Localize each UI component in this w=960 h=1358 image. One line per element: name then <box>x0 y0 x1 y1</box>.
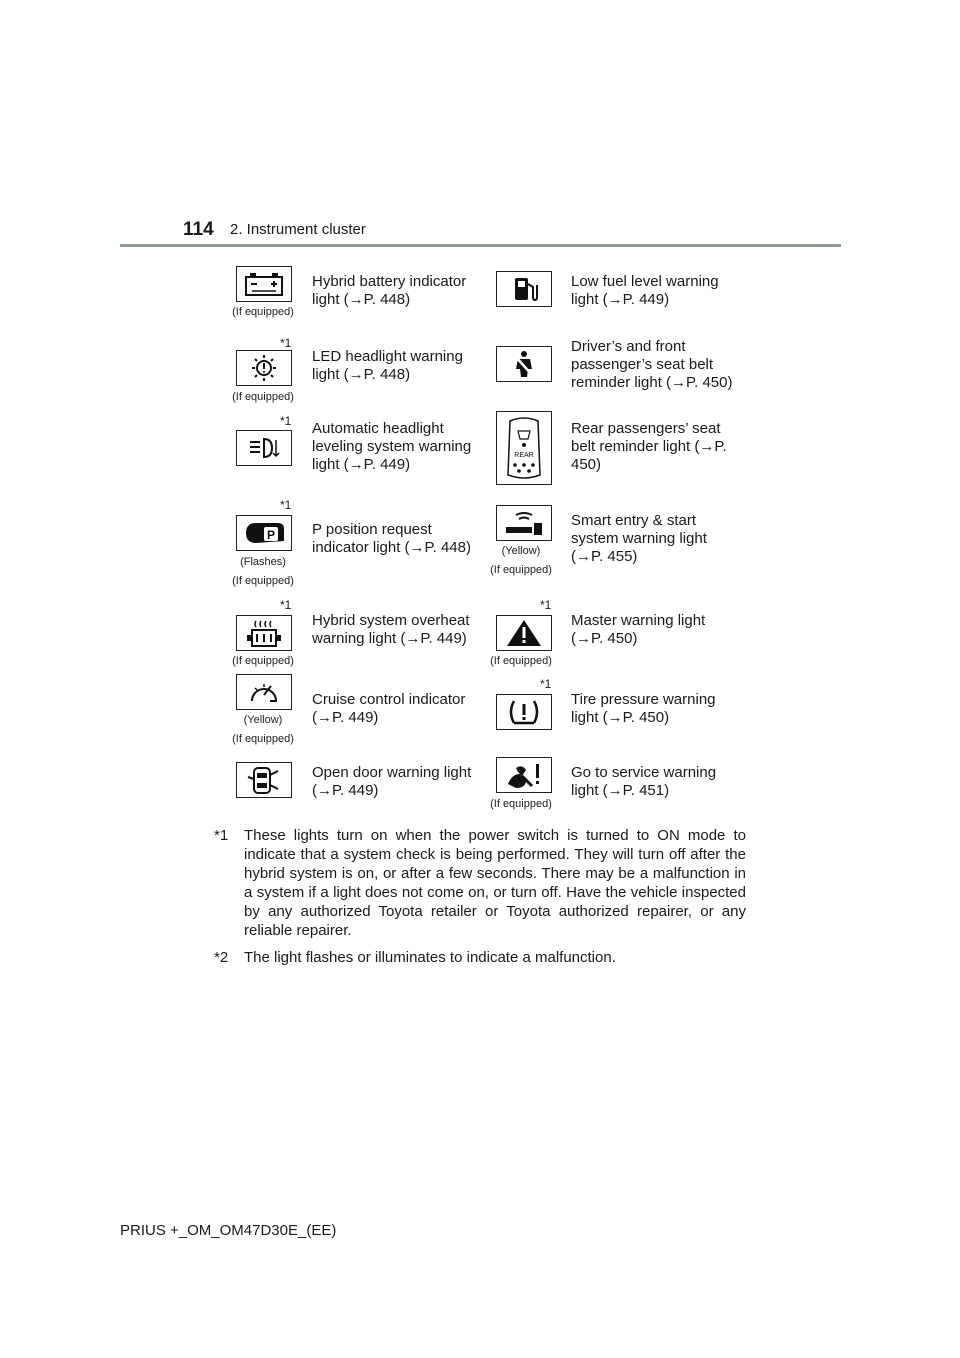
indicator-label: Smart entry & start system warning light (→P. 455) <box>571 512 707 565</box>
svg-text:P: P <box>266 528 276 542</box>
cruise-control-icon <box>236 674 292 710</box>
indicator-label: Cruise control indicator (→P. 449) <box>312 691 466 726</box>
footnote-ref: *1 <box>280 336 292 350</box>
indicator-label: Driver’s and front passenger’s seat belt reminder light (→P. 450) <box>571 338 733 391</box>
master-warning-icon <box>496 615 552 651</box>
note-if-equipped: (If equipped) <box>490 655 552 667</box>
footnote-ref: *1 <box>280 414 292 428</box>
open-door-icon <box>236 762 292 798</box>
tire-pressure-icon <box>496 694 552 730</box>
indicator-label: P position request indicator light (→P. 448) <box>312 521 471 556</box>
footnote-text: The light flashes or illuminates to indicate a malfunction. <box>244 949 616 966</box>
footnote-text: These lights turn on when the power switch is turned to ON mode to indicate that a system check is being performed. They will turn off after the hybrid system is on, or after a few seconds. There may be a malfunction in a system if a light does not come on, or turn off. Have the vehicle inspected by any authorized Toyota retailer or Toyota authorized repairer, or any reliable repairer. <box>244 827 746 939</box>
document-code: PRIUS +_OM_OM47D30E_(EE) <box>120 1222 337 1239</box>
footnote-ref: *1 <box>280 598 292 612</box>
note-flashes: (Flashes) <box>240 556 286 568</box>
rear-label: REAR <box>514 452 534 459</box>
note-if-equipped: (If equipped) <box>232 575 294 587</box>
footnote-ref: *1 <box>540 598 552 612</box>
footnote-mark: *1 <box>214 827 229 844</box>
indicator-label: Open door warning light (→P. 449) <box>312 764 472 799</box>
note-if-equipped: (If equipped) <box>490 564 552 576</box>
fuel-pump-icon <box>496 271 552 307</box>
indicator-label: Master warning light (→P. 450) <box>571 612 706 647</box>
hybrid-overheat-icon <box>236 615 292 651</box>
indicator-label: Hybrid system overheat warning light (→P. 449) <box>312 612 470 647</box>
indicator-label: Low fuel level warning light (→P. 449) <box>571 273 719 308</box>
section-title: 2. Instrument cluster <box>230 221 366 238</box>
headlight-leveling-icon <box>236 430 292 466</box>
footnote-1 <box>214 826 746 940</box>
note-if-equipped: (If equipped) <box>232 391 294 403</box>
indicator-label: LED headlight warning light (→P. 448) <box>312 348 463 383</box>
footnote-ref: *1 <box>540 677 552 691</box>
note-if-equipped: (If equipped) <box>232 306 294 318</box>
page-number: 114 <box>183 219 214 240</box>
indicator-label: Tire pressure warning light (→P. 450) <box>571 691 716 726</box>
header-divider <box>120 244 841 247</box>
service-wrench-icon <box>496 757 552 793</box>
note-if-equipped: (If equipped) <box>232 655 294 667</box>
led-headlight-warning-icon <box>236 350 292 386</box>
note-if-equipped: (If equipped) <box>232 733 294 745</box>
note-yellow: (Yellow) <box>501 545 541 557</box>
indicator-label: Go to service warning light (→P. 451) <box>571 764 717 799</box>
rear-seat-belt-icon <box>496 411 552 485</box>
p-position-icon <box>236 515 292 551</box>
footnote-mark: *2 <box>214 949 229 966</box>
hybrid-battery-icon <box>236 266 292 302</box>
indicator-label: Hybrid battery indicator light (→P. 448) <box>312 273 467 308</box>
footnote-2 <box>214 948 746 967</box>
page-header <box>0 0 960 250</box>
footnote-ref: *1 <box>280 498 292 512</box>
smart-entry-icon <box>496 505 552 541</box>
indicator-label: Automatic headlight leveling system warning light (→P. 449) <box>312 420 472 473</box>
seat-belt-icon <box>496 346 552 382</box>
note-yellow: (Yellow) <box>243 714 283 726</box>
indicator-label: Rear passengers’ seat belt reminder light (→P. 450) <box>571 420 727 473</box>
note-if-equipped: (If equipped) <box>490 798 552 810</box>
